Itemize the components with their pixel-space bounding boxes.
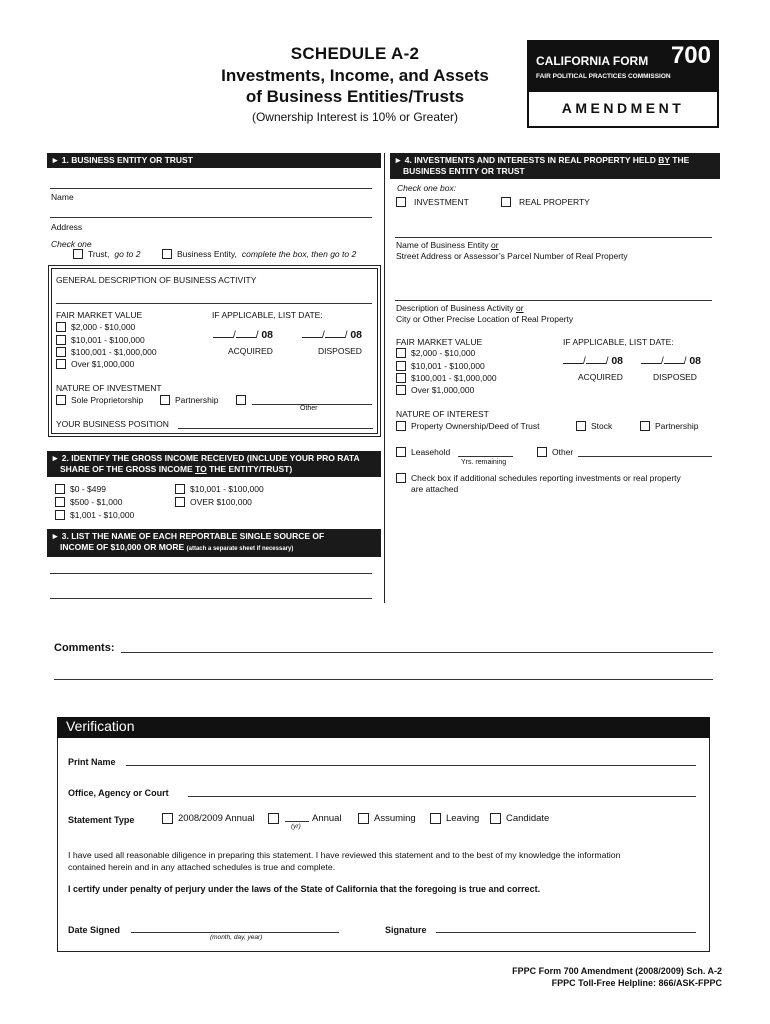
sole-proprietorship-label: Sole Proprietorship [71, 395, 144, 405]
section1-bar: ► 1. BUSINESS ENTITY OR TRUST [47, 153, 381, 168]
income-option-4: $10,001 - $100,000 [190, 484, 264, 494]
comments-field-2[interactable] [54, 679, 713, 680]
trust-note: go to 2 [114, 249, 141, 259]
disposed-year: 08 [350, 329, 363, 341]
schedule-label: SCHEDULE A-2 [290, 44, 420, 63]
date-hint: (month, day, year) [210, 934, 263, 941]
assuming-checkbox[interactable] [358, 813, 369, 824]
fmv-checkbox-4[interactable] [56, 359, 66, 369]
income-option-3: $1,001 - $10,000 [70, 510, 135, 520]
print-name-label: Print Name [68, 757, 116, 767]
section3-bar-line1: ► 3. LIST THE NAME OF EACH REPORTABLE SINGLE SOURCE OF [51, 531, 325, 541]
print-name-field[interactable] [126, 765, 696, 766]
income-option-1: $0 - $499 [70, 484, 106, 494]
income-option-5: OVER $100,000 [190, 497, 252, 507]
partnership4-checkbox[interactable] [640, 421, 650, 431]
trust-label: Trust, [88, 249, 110, 259]
fmv4-option-2: $10,001 - $100,000 [411, 361, 485, 371]
fmv4-checkbox-4[interactable] [396, 385, 406, 395]
signature-label: Signature [385, 925, 427, 935]
general-description-field[interactable] [56, 303, 372, 304]
disposed4-label: DISPOSED [653, 372, 697, 382]
fmv-checkbox-3[interactable] [56, 347, 66, 357]
acquired-year: 08 [261, 329, 274, 341]
income-checkbox-1[interactable] [55, 484, 65, 494]
business-position-label: YOUR BUSINESS POSITION [56, 419, 169, 429]
property-ownership-checkbox[interactable] [396, 421, 406, 431]
footer-helpline: FPPC Toll-Free Helpline: 866/ASK-FPPC [551, 978, 722, 988]
verification-box [57, 717, 710, 952]
business-entity-label: Business Entity, [177, 249, 237, 259]
years-remaining-label: Yrs. remaining [461, 459, 507, 466]
location-label: City or Other Precise Location of Real Property [396, 314, 574, 324]
fmv4-label: FAIR MARKET VALUE [396, 337, 483, 347]
description-field[interactable] [395, 300, 712, 301]
diligence-line-1: I have used all reasonable diligence in preparing this statement. I have reviewed this statement and to the best of my knowledge the information [68, 850, 621, 860]
leasehold-checkbox[interactable] [396, 447, 406, 457]
year-hint: (yr) [291, 823, 301, 830]
verification-header [57, 717, 710, 738]
disposed4-date-field[interactable]: / / 08 [641, 355, 701, 367]
business-entity-note: complete the box, then go to 2 [241, 249, 357, 259]
name-field[interactable] [50, 217, 372, 218]
column-divider [384, 153, 385, 603]
fmv4-checkbox-1[interactable] [396, 348, 406, 358]
trust-checkbox[interactable] [73, 249, 83, 259]
acquired-date-field[interactable]: / / 08 [213, 329, 273, 341]
disposed-date-field[interactable]: / / 08 [302, 329, 362, 341]
verification-title: Verification [66, 718, 135, 734]
business-position-field[interactable] [178, 428, 373, 429]
date-signed-label: Date Signed [68, 925, 121, 935]
leaving-label: Leaving [446, 813, 480, 824]
date-signed-field[interactable] [131, 932, 339, 933]
fmv-option-2: $10,001 - $100,000 [71, 335, 145, 345]
sole-proprietorship-checkbox[interactable] [56, 395, 66, 405]
disposed-label: DISPOSED [318, 346, 362, 356]
comments-field-1[interactable] [121, 652, 713, 653]
additional-schedules-label-1: Check box if additional schedules reporting investments or real property [411, 473, 681, 483]
additional-schedules-checkbox[interactable] [396, 473, 406, 483]
other-investment-checkbox[interactable] [236, 395, 246, 405]
certify-statement: I certify under penalty of perjury under the laws of the State of California that the foregoing is true and correct. [68, 884, 541, 894]
fmv4-option-1: $2,000 - $10,000 [411, 348, 476, 358]
other4-checkbox[interactable] [537, 447, 547, 457]
fmv4-checkbox-3[interactable] [396, 373, 406, 383]
annual-label: Annual [312, 813, 342, 824]
fmv-option-3: $100,001 - $1,000,000 [71, 347, 157, 357]
general-description-label: GENERAL DESCRIPTION OF BUSINESS ACTIVITY [56, 275, 257, 285]
annual-0809-checkbox[interactable] [162, 813, 173, 824]
income-checkbox-4[interactable] [175, 484, 185, 494]
fmv-option-1: $2,000 - $10,000 [71, 322, 136, 332]
fmv4-option-3: $100,001 - $1,000,000 [411, 373, 497, 383]
income-source-field-1[interactable] [50, 573, 372, 574]
acquired4-date-field[interactable]: / / 08 [563, 355, 623, 367]
additional-schedules-label-2: are attached [411, 484, 459, 494]
form-label: CALIFORNIA FORM [536, 54, 649, 68]
commission: FAIR POLITICAL PRACTICES COMMISSION [536, 73, 671, 80]
acquired4-label: ACQUIRED [578, 372, 623, 382]
business-entity-checkbox[interactable] [162, 249, 172, 259]
check-one-label: Check one [51, 239, 92, 249]
amendment-label: AMENDMENT [561, 100, 685, 116]
name-label: Name [51, 192, 74, 202]
years-remaining-field[interactable] [458, 456, 513, 457]
fmv-checkbox-1[interactable] [56, 322, 66, 332]
property-ownership-label: Property Ownership/Deed of Trust [411, 421, 540, 431]
statement-type-label: Statement Type [68, 815, 135, 825]
form-number: 700 [670, 42, 711, 69]
income-checkbox-3[interactable] [55, 510, 65, 520]
stock-checkbox[interactable] [576, 421, 586, 431]
assuming-label: Assuming [374, 813, 416, 824]
nature-investment-label: NATURE OF INVESTMENT [56, 383, 162, 393]
if-applicable4-label: IF APPLICABLE, LIST DATE: [563, 337, 674, 347]
other-investment-label: Other [300, 405, 318, 412]
diligence-line-2: contained herein and in any attached schedules is true and complete. [68, 862, 336, 872]
check-one-box-label: Check one box: [397, 183, 457, 193]
annual-year-field[interactable] [285, 821, 309, 822]
income-option-2: $500 - $1,000 [70, 497, 123, 507]
candidate-label: Candidate [506, 813, 550, 824]
section4-bar: ► 4. INVESTMENTS AND INTERESTS IN REAL PROPERTY HELD BY THE BUSINESS ENTITY OR TRUST [390, 153, 720, 179]
candidate-checkbox[interactable] [490, 813, 501, 824]
partnership-checkbox[interactable] [160, 395, 170, 405]
partnership-label: Partnership [175, 395, 219, 405]
address-label: Address [51, 222, 83, 232]
description-label: Description of Business Activity or [396, 303, 524, 313]
street-address-label: Street Address or Assessor’s Parcel Number of Real Property [396, 251, 628, 261]
fmv4-option-4: Over $1,000,000 [411, 385, 475, 395]
leaving-checkbox[interactable] [430, 813, 441, 824]
office-field[interactable] [188, 796, 696, 797]
income-source-field-2[interactable] [50, 598, 372, 599]
partnership4-label: Partnership [655, 421, 699, 431]
entity-name-label: Name of Business Entity or [396, 240, 499, 250]
entity-name-field[interactable] [395, 237, 712, 238]
real-property-checkbox[interactable] [501, 197, 511, 207]
other4-label: Other [552, 447, 574, 457]
signature-field[interactable] [436, 932, 696, 933]
fmv-label: FAIR MARKET VALUE [56, 310, 143, 320]
income-checkbox-2[interactable] [55, 497, 65, 507]
office-label: Office, Agency or Court [68, 788, 169, 798]
comments-label: Comments: [54, 642, 115, 654]
other4-field[interactable] [578, 456, 712, 457]
subtitle: (Ownership Interest is 10% or Greater) [251, 110, 459, 124]
title-line-1: Investments, Income, and Assets [221, 66, 489, 85]
title-line-2: of Business Entities/Trusts [245, 87, 465, 106]
form-badge [527, 40, 719, 128]
disposed4-year: 08 [689, 355, 702, 367]
leasehold-label: Leasehold [411, 447, 451, 457]
acquired-label: ACQUIRED [228, 346, 273, 356]
income-checkbox-5[interactable] [175, 497, 185, 507]
investment-label: INVESTMENT [414, 197, 469, 207]
investment-checkbox[interactable] [396, 197, 406, 207]
fmv-option-4: Over $1,000,000 [71, 359, 135, 369]
section2-bar-line1: ► 2. IDENTIFY THE GROSS INCOME RECEIVED (INCLUDE YOUR PRO RATA [51, 453, 360, 463]
fmv-checkbox-2[interactable] [56, 335, 66, 345]
annual-0809-label: 2008/2009 Annual [178, 813, 255, 824]
nature-interest-label: NATURE OF INTEREST [396, 409, 489, 419]
form-badge-header [529, 42, 717, 92]
annual-checkbox[interactable] [268, 813, 279, 824]
real-property-label: REAL PROPERTY [519, 197, 590, 207]
if-applicable-label: IF APPLICABLE, LIST DATE: [212, 310, 323, 320]
schedule-title [220, 44, 490, 124]
fmv4-checkbox-2[interactable] [396, 361, 406, 371]
stock-label: Stock [591, 421, 613, 431]
footer-form-id: FPPC Form 700 Amendment (2008/2009) Sch. A-2 [512, 966, 722, 976]
section3-bar: ► 3. LIST THE NAME OF EACH REPORTABLE SINGLE SOURCE OF INCOME OF $10,000 OR MORE (attach a separate sheet if necessary) [47, 529, 381, 557]
acquired4-year: 08 [611, 355, 624, 367]
section2-bar: ► 2. IDENTIFY THE GROSS INCOME RECEIVED (INCLUDE YOUR PRO RATA SHARE OF THE GROSS INCOME TO THE ENTITY/TRUST) [47, 451, 381, 477]
